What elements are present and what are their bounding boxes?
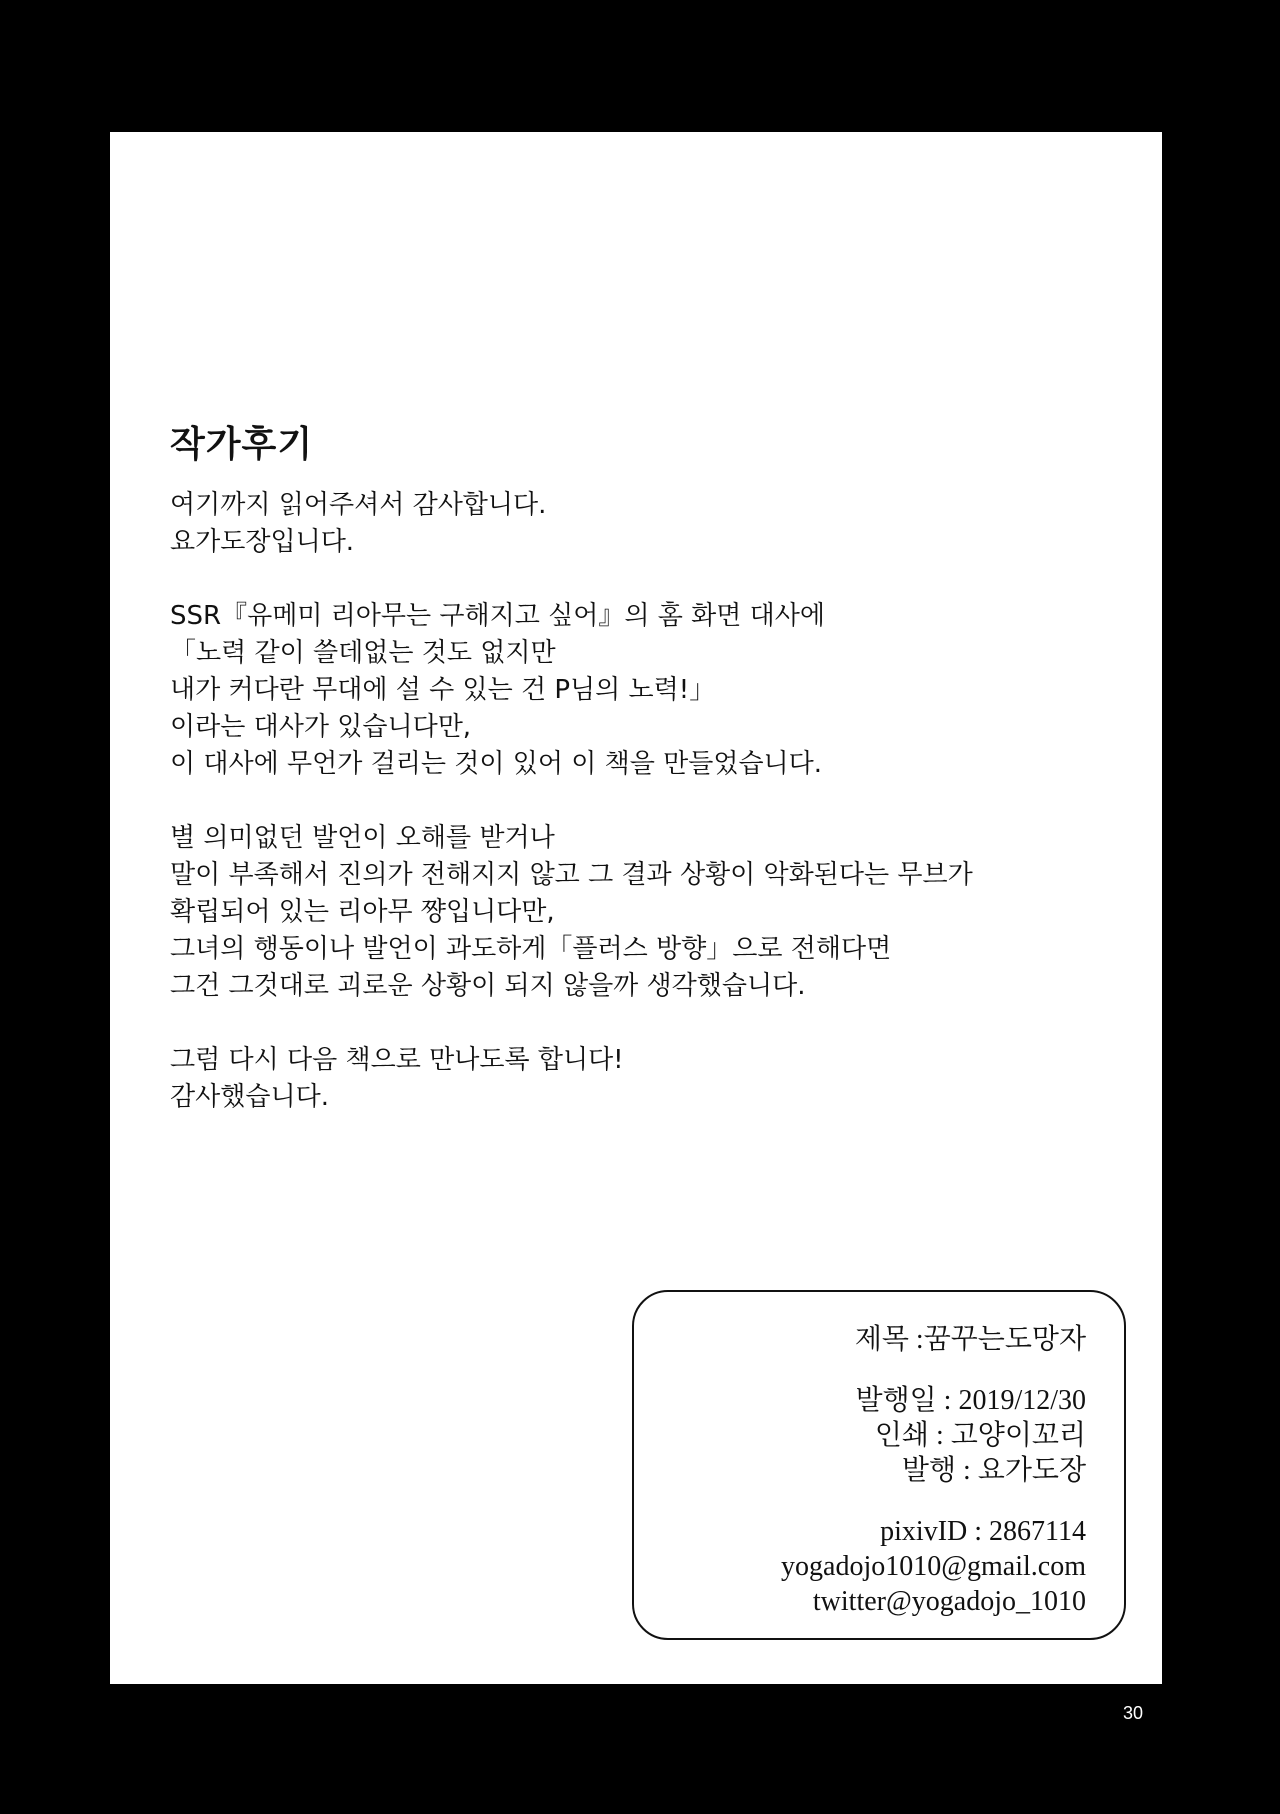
colophon-email: yogadojo1010@gmail.com	[781, 1551, 1086, 1582]
colophon-printer: 인쇄 : 고양이꼬리	[874, 1420, 1086, 1451]
text-line: 별 의미없던 발언이 오해를 받거나	[170, 822, 555, 853]
text-line: 이라는 대사가 있습니다만,	[170, 711, 472, 742]
colophon-title: 제목 :꿈꾸는도망자	[854, 1324, 1086, 1355]
text-line: 이 대사에 무언가 걸리는 것이 있어 이 책을 만들었습니다.	[170, 748, 823, 779]
colophon-box	[632, 1290, 1126, 1640]
text-line: 그녀의 행동이나 발언이 과도하게「플러스 방향」으로 전해다면	[170, 933, 892, 964]
text-line: 감사했습니다.	[170, 1081, 329, 1112]
text-line: 그럼 다시 다음 책으로 만나도록 합니다!	[170, 1044, 624, 1075]
afterword-title: 작가후기	[170, 424, 314, 465]
text-line: 「노력 같이 쓸데없는 것도 없지만	[170, 637, 556, 668]
colophon-pixiv-id: pixivID : 2867114	[880, 1516, 1086, 1547]
text-line: 확립되어 있는 리아무 쨩입니다만,	[170, 896, 555, 927]
colophon-date: 발행일 : 2019/12/30	[855, 1385, 1086, 1416]
colophon-twitter: twitter@yogadojo_1010	[812, 1586, 1086, 1617]
paragraph-motivation	[170, 598, 1130, 783]
paragraph-closing	[170, 1042, 1130, 1116]
afterword-section	[170, 422, 1130, 1153]
paragraph-greeting	[170, 487, 1130, 561]
text-line: 그건 그것대로 괴로운 상황이 되지 않을까 생각했습니다.	[170, 970, 806, 1001]
page-number: 30	[1123, 1703, 1144, 1723]
text-line: 요가도장입니다.	[170, 526, 355, 557]
paragraph-reflection	[170, 820, 1130, 1005]
text-line: 말이 부족해서 진의가 전해지지 않고 그 결과 상황이 악화된다는 무브가	[170, 859, 973, 890]
text-line: SSR『유메미 리아무는 구해지고 싶어』의 홈 화면 대사에	[170, 600, 825, 631]
page-sheet	[110, 132, 1162, 1684]
colophon-publisher: 발행 : 요가도장	[901, 1455, 1086, 1486]
text-line: 내가 커다란 무대에 설 수 있는 건 P님의 노력!」	[170, 674, 716, 705]
text-line: 여기까지 읽어주셔서 감사합니다.	[170, 489, 547, 520]
